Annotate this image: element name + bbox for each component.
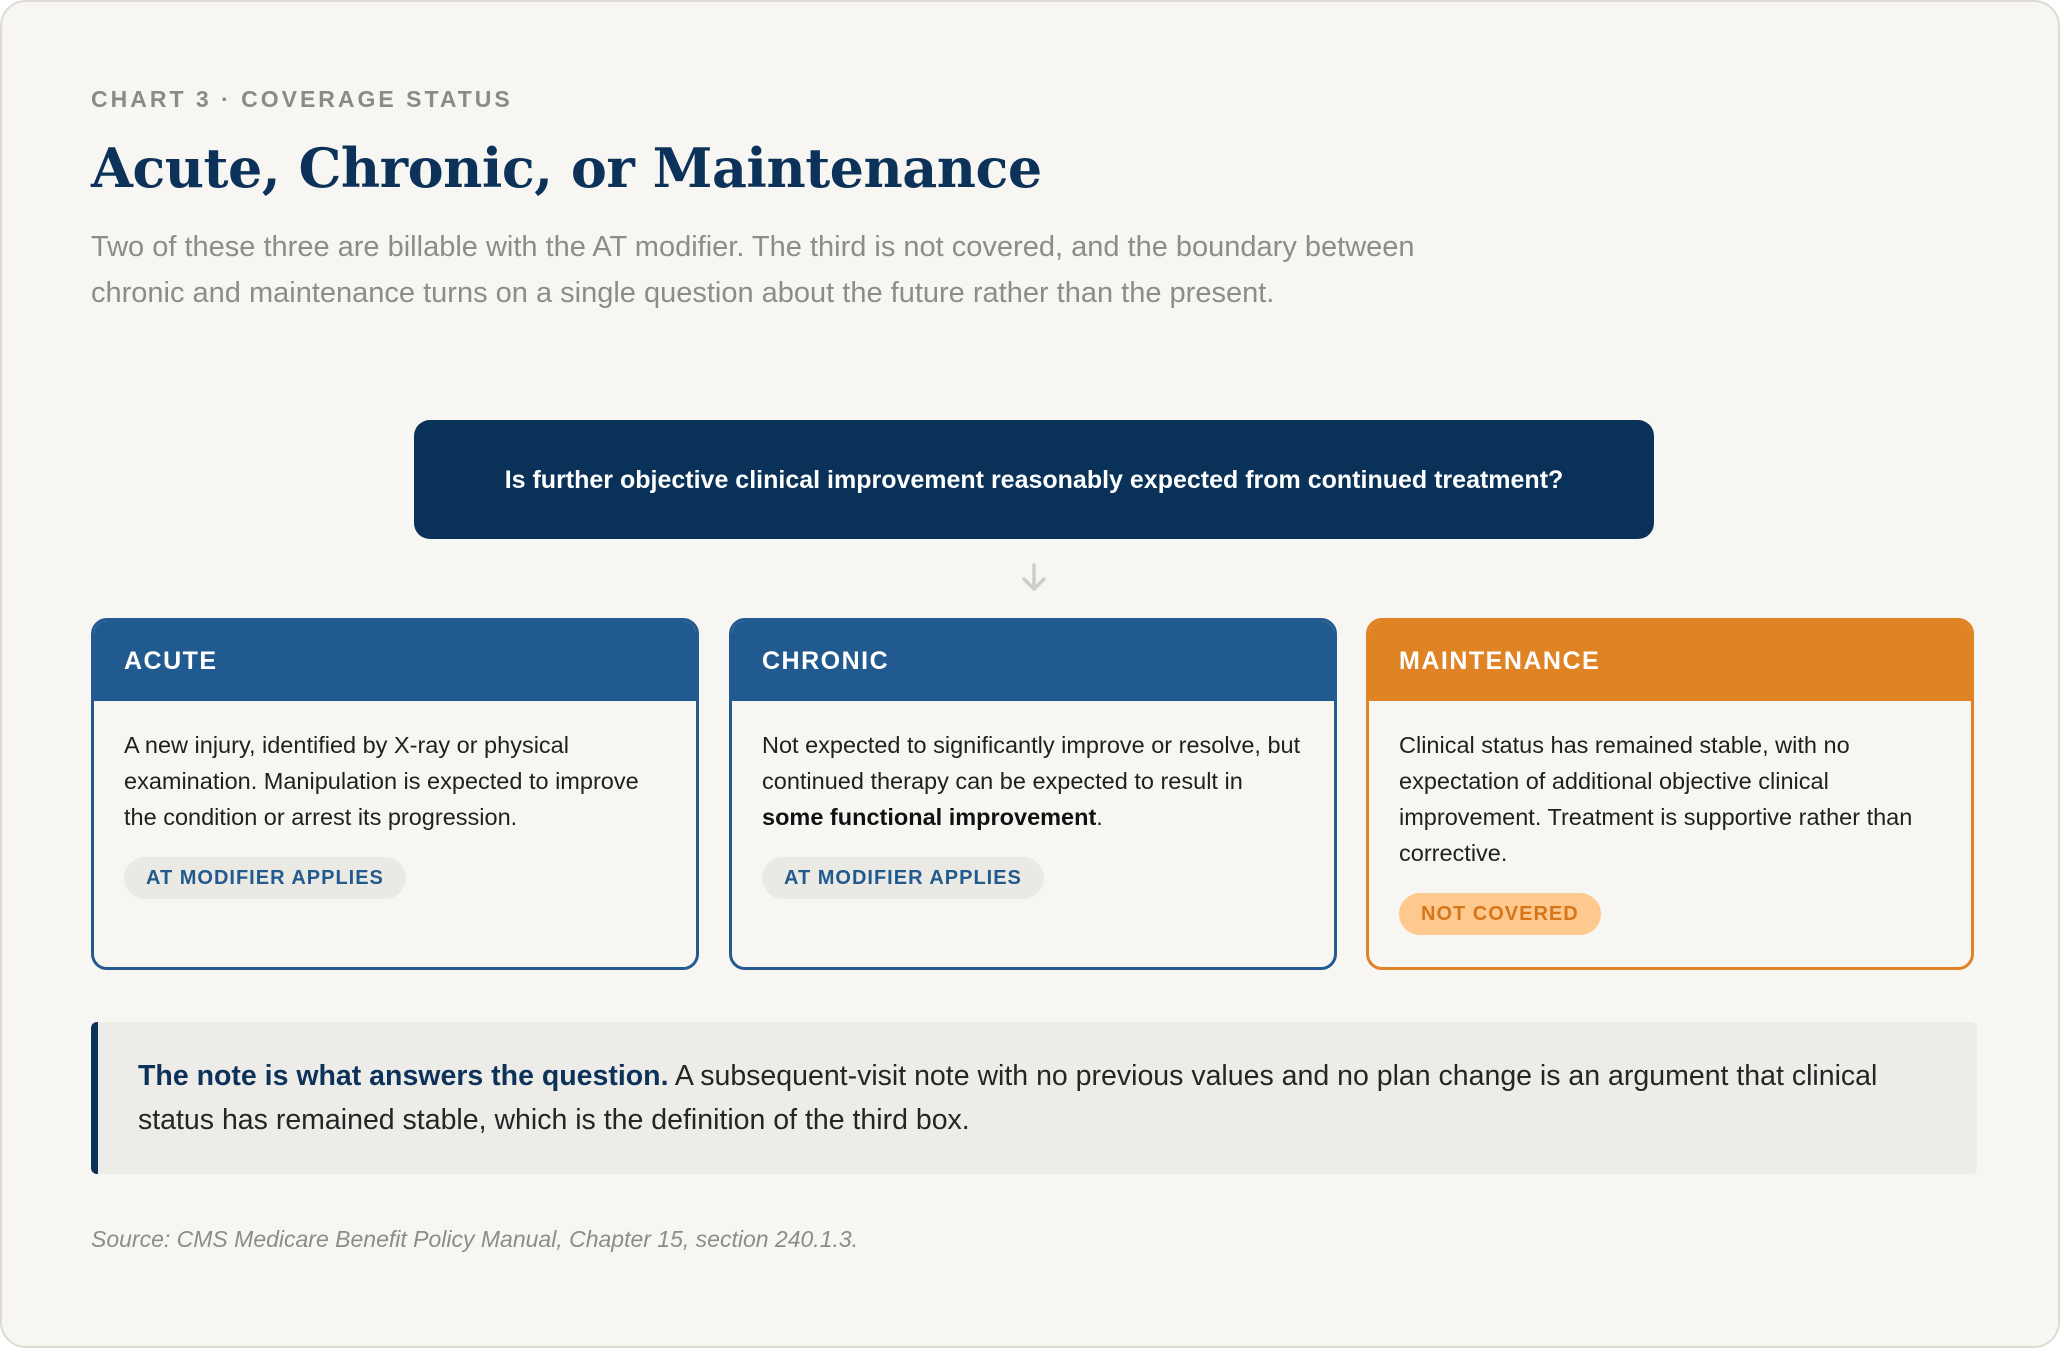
status-badge: NOT COVERED (1399, 893, 1601, 935)
description-emphasis: some functional improvement (762, 804, 1097, 830)
decision-question-text: Is further objective clinical improvement reasonably expected from continued treatment? (504, 465, 1564, 494)
outcome-box-body (94, 701, 696, 899)
outcome-box-header: ACUTE (94, 621, 696, 701)
outcome-description (762, 727, 1304, 835)
outcome-box-header: MAINTENANCE (1369, 621, 1971, 701)
source-citation: Source: CMS Medicare Benefit Policy Manual, Chapter 15, section 240.1.3. (91, 1226, 859, 1252)
callout-lead: The note is what answers the question. (138, 1060, 669, 1092)
page-subtitle: Two of these three are billable with the AT modifier. The third is not covered, and the boundary between chronic and maintenance turns on a single question about the future rather than the present. (91, 231, 1415, 309)
outcome-description: A new injury, identified by X-ray or physical examination. Manipulation is expected to improve the condition or arrest its progression. (124, 732, 639, 830)
outcome-box-acute (91, 618, 699, 970)
chart-eyebrow: CHART 3 · COVERAGE STATUS (91, 86, 513, 112)
status-badge: AT MODIFIER APPLIES (124, 857, 406, 899)
outcome-box-body (1369, 701, 1971, 935)
page-title: Acute, Chronic, or Maintenance (91, 136, 1042, 200)
outcome-box-header: CHRONIC (732, 621, 1334, 701)
outcome-box-body (732, 701, 1334, 899)
callout-note (91, 1022, 1977, 1174)
arrow-down-icon (1020, 562, 1048, 594)
status-badge: AT MODIFIER APPLIES (762, 857, 1044, 899)
outcome-box-maintenance (1366, 618, 1974, 970)
outcome-description: Clinical status has remained stable, with no expectation of additional objective clinical improvement. Treatment is supportive rather than corrective. (1399, 732, 1913, 866)
description-text: Not expected to significantly improve or resolve, but continued therapy can be expected to result in (762, 732, 1301, 794)
description-text: . (1096, 804, 1103, 830)
callout-text: A subsequent-visit note with no previous values and no plan change is an argument that clinical status has remained stable, which is the definition of the third box. (138, 1060, 1878, 1136)
outcome-box-chronic (729, 618, 1337, 970)
decision-question (414, 420, 1654, 539)
